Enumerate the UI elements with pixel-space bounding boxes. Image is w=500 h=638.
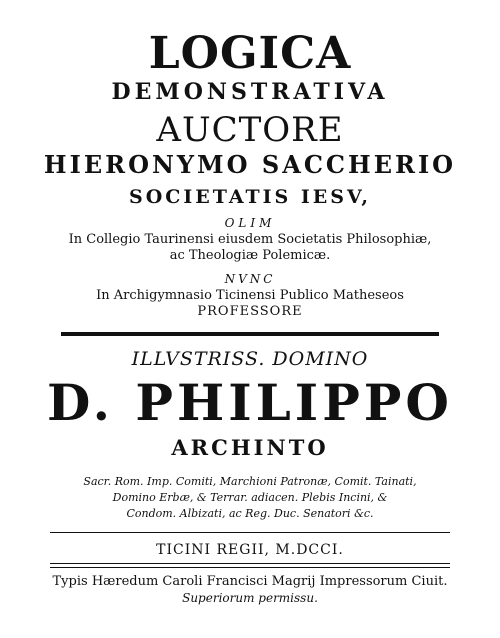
titles-line-3: Condom. Albizati, ac Reg. Duc. Senatori &c. bbox=[126, 507, 374, 520]
permission-line: Superiorum permissu. bbox=[182, 591, 318, 605]
nunc-label: NVNC bbox=[224, 272, 276, 286]
dedicatee-surname: ARCHINTO bbox=[171, 435, 329, 460]
titles-line-1: Sacr. Rom. Imp. Comiti, Marchioni Patronæ, Comit. Tainati, bbox=[83, 475, 417, 488]
author-name: HIERONYMO SACCHERIO bbox=[43, 150, 457, 179]
college-line-2: ac Theologiæ Polemicæ. bbox=[169, 248, 331, 263]
book-title-line2: DEMONSTRATIVA bbox=[111, 79, 389, 105]
dedication-line: ILLVSTRISS. DOMINO bbox=[131, 348, 369, 370]
double-divider bbox=[50, 563, 450, 568]
thin-divider bbox=[50, 532, 450, 533]
dedicatee-name: D. PHILIPPO bbox=[47, 373, 453, 432]
professor-label: PROFESSORE bbox=[197, 304, 303, 319]
university-line: In Archigymnasio Ticinensi Publico Matheseos bbox=[96, 288, 404, 303]
society-name: SOCIETATIS IESV, bbox=[128, 186, 372, 208]
college-line-1: In Collegio Taurinensi eiusdem Societatis Philosophiæ, bbox=[68, 232, 432, 247]
imprint-place-date: TICINI REGII, M.DCCI. bbox=[156, 542, 344, 558]
auctore-heading: AUCTORE bbox=[156, 110, 344, 150]
titles-line-2: Domino Erbæ, & Terrar. adiacen. Plebis Incini, & bbox=[112, 491, 388, 504]
dedicatee-titles bbox=[50, 474, 450, 522]
olim-label: OLIM bbox=[224, 216, 276, 230]
printer-line: Typis Hæredum Caroli Francisci Magrij Impressorum Ciuit. bbox=[52, 574, 448, 589]
thick-divider bbox=[61, 332, 439, 336]
book-title-line1: LOGICA bbox=[148, 28, 352, 79]
